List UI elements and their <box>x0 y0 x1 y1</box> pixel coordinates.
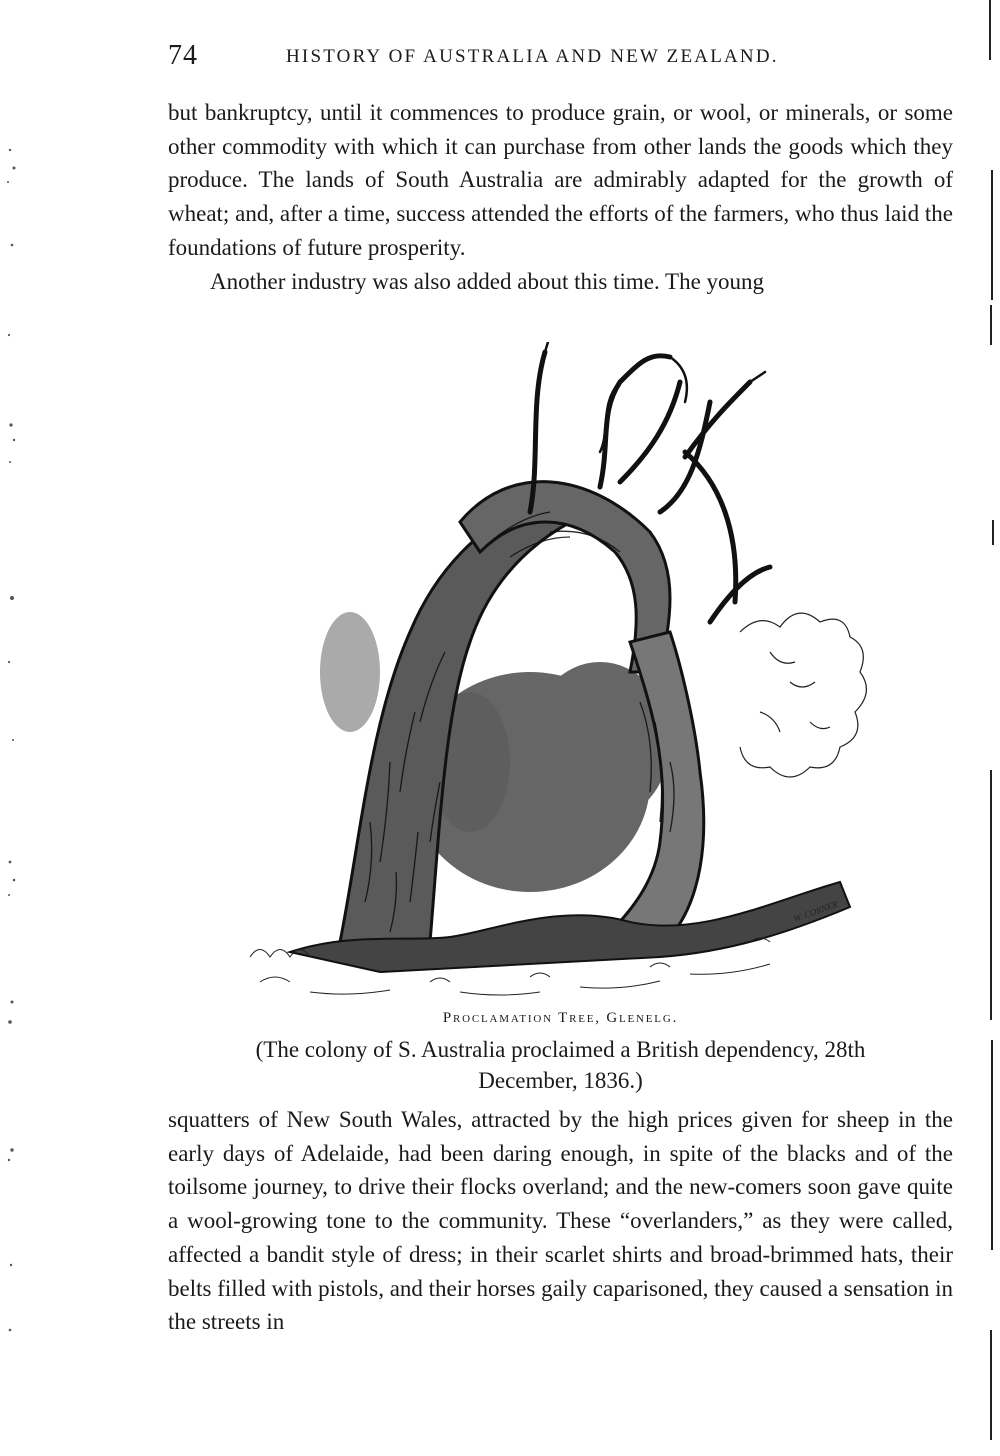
figure-caption-title: Proclamation Tree, Glenelg. <box>442 1010 679 1026</box>
page-header <box>168 38 953 78</box>
binding-shadow <box>986 0 1000 1451</box>
left-edge-specks <box>0 0 30 1451</box>
body-text-bottom <box>168 1103 953 1339</box>
engraver-signature: W. CORNER <box>792 898 840 924</box>
paragraph-another-industry: Another industry was also added about this time. The young <box>210 268 765 294</box>
paragraph-squatters: squatters of New South Wales, attracted by the high prices given for sheep in the early days of Adelaide, had been daring enough, in spite of the blacks and of the toilsome journey, to drive their flocks overland; and the new-comers soon gave quite a wool-growing tone to the community. These “overlanders,” as they were called, affected a bandit style of dress; in their scarlet shirts and broad-brimmed hats, their belts filled with pistols, and their horses gaily caparisoned, they caused a sensation in the streets in <box>168 1107 954 1335</box>
caption-note-line-2: December, 1836.) <box>478 1068 643 1093</box>
running-head: HISTORY OF AUSTRALIA AND NEW ZEALAND. <box>286 46 779 67</box>
caption-note-line-1: (The colony of S. Australia proclaimed a British dependency, 28th <box>255 1037 866 1062</box>
proclamation-tree-engraving <box>230 342 880 1007</box>
paragraph-continued: but bankruptcy, until it commences to produce grain, or wool, or minerals, or some other commodity with which it can purchase from other lands the goods which they produce. The lands of South Australia are admirably adapted for the growth of wheat; and, after a time, success attended the efforts of the farmers, who thus laid the foundations of future prosperity. <box>168 100 953 260</box>
tree-illustration <box>230 342 880 1007</box>
body-text-top <box>168 96 953 298</box>
page-number: 74 <box>168 40 198 71</box>
figure-caption-note <box>168 1034 953 1096</box>
bushes-right <box>740 613 866 777</box>
